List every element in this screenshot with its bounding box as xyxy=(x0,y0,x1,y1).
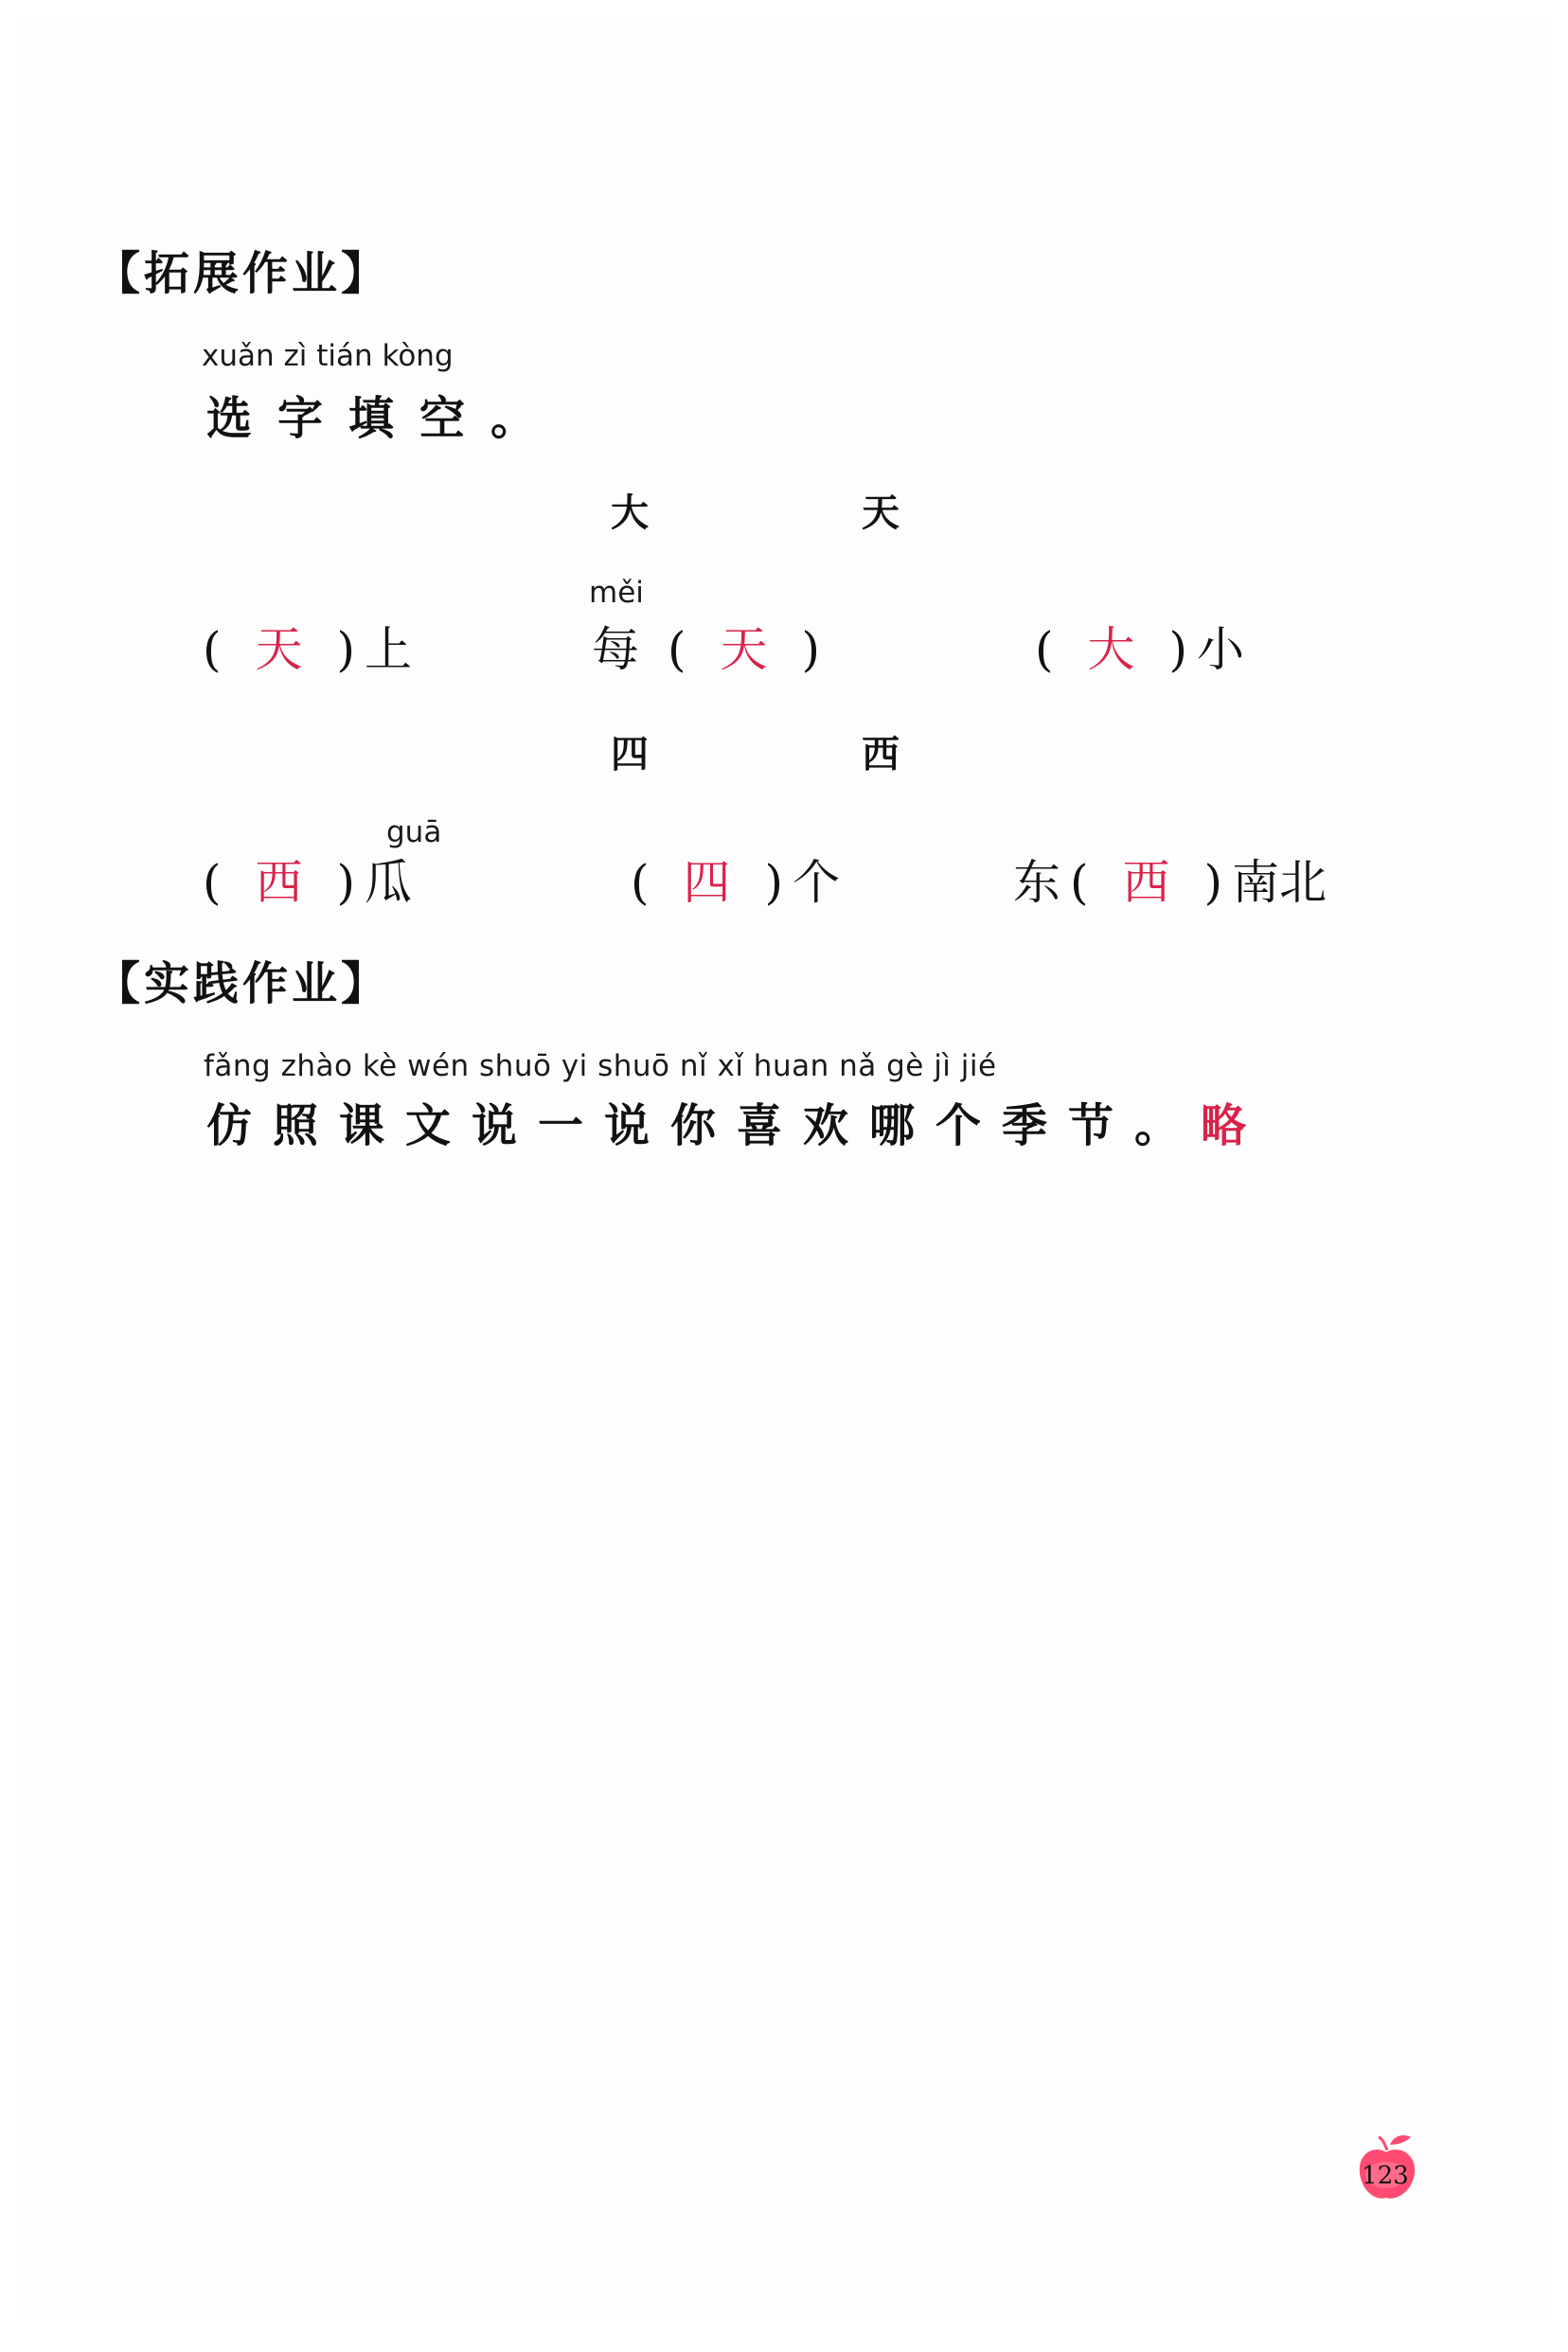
fill-item-5: ( 四 ) 个 xyxy=(631,845,840,913)
workbook-page xyxy=(17,17,1551,2318)
practice-homework-header: 【实践作业】 xyxy=(95,957,391,1010)
page-number-badge xyxy=(1356,2129,1422,2205)
answer-4: 西 xyxy=(255,855,303,910)
answer-2: 天 xyxy=(720,622,768,677)
fill-item-2: 每 ( 天 ) xyxy=(592,612,820,680)
answer-6: 西 xyxy=(1122,855,1170,910)
page-number: 123 xyxy=(1362,2162,1409,2190)
fill-item-6: 东 ( 西 ) 南北 xyxy=(1013,845,1327,913)
fill-blank-instruction: 选字填空。 xyxy=(206,392,562,445)
fill-item-3: ( 大 ) 小 xyxy=(1035,612,1244,680)
practice-instruction: 仿照课文说一说你喜欢哪个季节。 xyxy=(206,1099,1202,1152)
answer-3: 大 xyxy=(1087,622,1135,677)
fill-item-4: ( 西 ) 瓜 xyxy=(203,845,412,913)
choice-char-2: 天 xyxy=(862,490,900,535)
practice-instruction-pinyin: fǎng zhào kè wén shuō yi shuō nǐ xǐ huan nǎ gè jì jié xyxy=(204,1049,997,1083)
practice-instruction-line xyxy=(206,1089,1246,1154)
answer-1: 天 xyxy=(255,622,303,677)
choice-char-4: 西 xyxy=(862,732,900,776)
mei-pinyin: měi xyxy=(589,576,644,610)
answer-5: 四 xyxy=(683,855,731,910)
practice-answer: 略 xyxy=(1201,1099,1247,1152)
choice-char-1: 大 xyxy=(611,490,649,535)
gua-pinyin: guā xyxy=(386,815,442,849)
fill-item-1: ( 天 ) 上 xyxy=(203,612,412,680)
fill-blank-instruction-pinyin: xuǎn zì tián kòng xyxy=(202,339,454,373)
choice-char-3: 四 xyxy=(611,732,649,776)
extended-homework-header: 【拓展作业】 xyxy=(95,247,391,300)
